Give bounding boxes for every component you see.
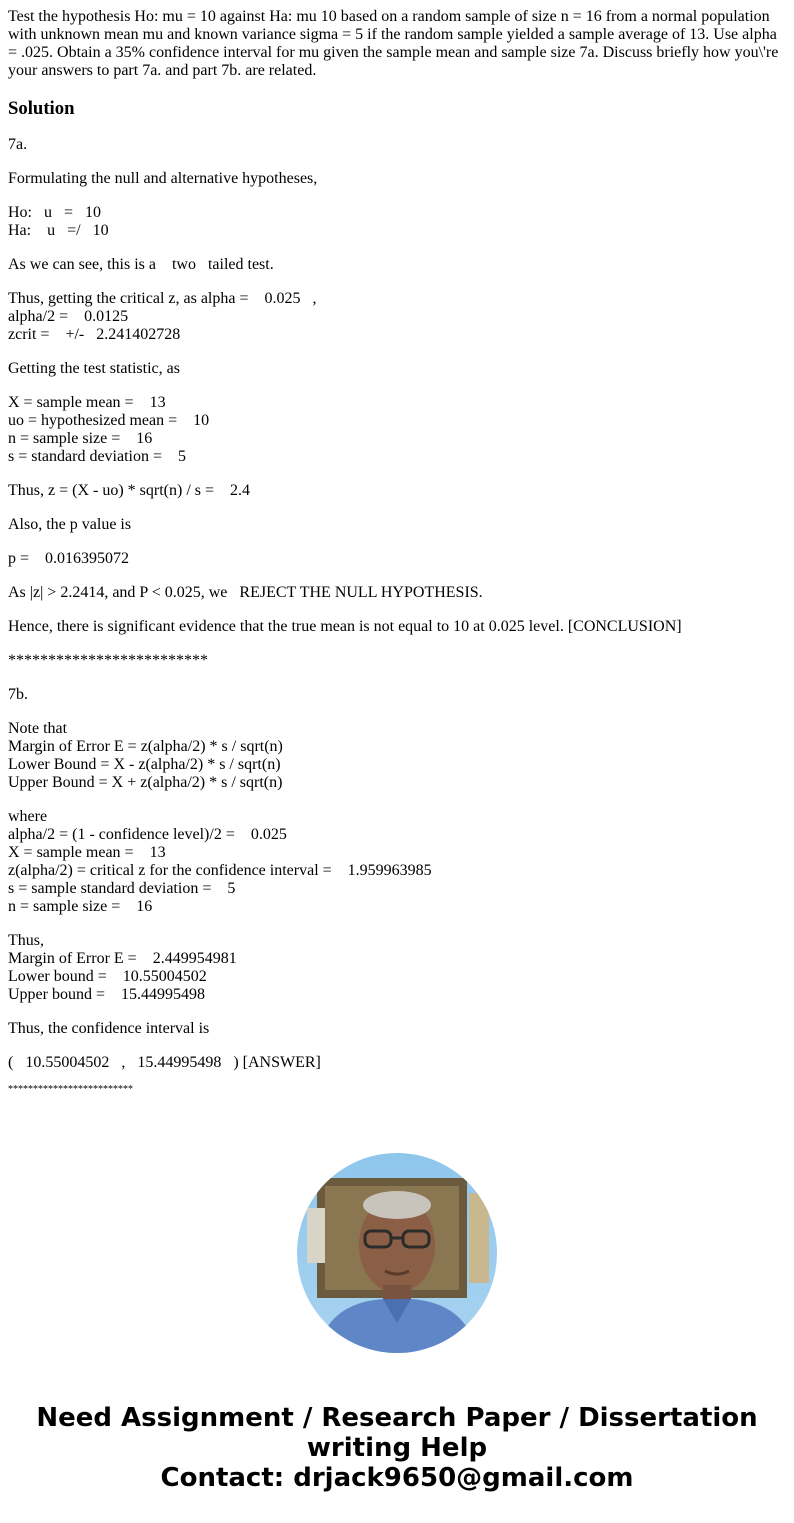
conclusion: Hence, there is significant evidence that the true mean is not equal to 10 at 0.025 level. [CONCLUSION] xyxy=(8,618,682,635)
upper-bound: Upper bound = 15.44995498 xyxy=(8,986,206,1003)
hypothesized-mean: uo = hypothesized mean = 10 xyxy=(8,412,210,429)
document-body xyxy=(8,8,786,1096)
sample-sd-b: s = sample standard deviation = 5 xyxy=(8,880,236,897)
separator-bottom: ************************* xyxy=(8,1084,133,1095)
footer-line-1: Need Assignment / Research Paper / Dissertation xyxy=(36,1403,758,1433)
part-a-label: 7a. xyxy=(8,136,28,153)
footer-line-2: writing Help xyxy=(306,1433,488,1463)
part-b-label: 7b. xyxy=(8,686,28,703)
author-avatar xyxy=(297,1153,497,1353)
sample-mean-b: X = sample mean = 13 xyxy=(8,844,166,861)
sample-mean: X = sample mean = 13 xyxy=(8,394,166,411)
alternative-hypothesis: Ha: u =/ 10 xyxy=(8,222,109,239)
confidence-interval: ( 10.55004502 , 15.44995498 ) [ANSWER] xyxy=(8,1054,321,1071)
part-a xyxy=(8,136,786,636)
critical-alpha: Thus, getting the critical z, as alpha = 0.025 , xyxy=(8,290,317,307)
sample-size-b: n = sample size = 16 xyxy=(8,898,153,915)
thus-label: Thus, xyxy=(8,932,44,949)
lower-bound: Lower bound = 10.55004502 xyxy=(8,968,207,985)
separator: ************************* xyxy=(8,652,208,669)
upper-bound-formula: Upper Bound = X + z(alpha/2) * s / sqrt(n) xyxy=(8,774,283,791)
p-value-intro: Also, the p value is xyxy=(8,516,132,533)
critical-z: zcrit = +/- 2.241402728 xyxy=(8,326,181,343)
p-value: p = 0.016395072 xyxy=(8,550,130,567)
solution-heading: Solution xyxy=(8,98,75,119)
footer-banner xyxy=(0,1403,794,1493)
test-stat-intro: Getting the test statistic, as xyxy=(8,360,180,377)
author-photo-icon xyxy=(297,1153,497,1353)
critical-alpha-half: alpha/2 = 0.0125 xyxy=(8,308,129,325)
ci-intro: Thus, the confidence interval is xyxy=(8,1020,210,1037)
tail-statement: As we can see, this is a two tailed test. xyxy=(8,256,274,273)
margin-of-error: Margin of Error E = 2.449954981 xyxy=(8,950,237,967)
sample-size: n = sample size = 16 xyxy=(8,430,153,447)
hypotheses-intro: Formulating the null and alternative hypotheses, xyxy=(8,170,318,187)
part-b xyxy=(8,686,786,1072)
null-hypothesis: Ho: u = 10 xyxy=(8,204,102,221)
where-label: where xyxy=(8,808,48,825)
question-text: Test the hypothesis Ho: mu = 10 against Ha: mu 10 based on a random sample of size n = 16 from a normal population with unknown mean mu and known variance sigma = 5 if the random sample yielded a sample average of 13. Use alpha = .025. Obtain a 35% confidence interval for mu given the sample mean and sample size 7a. Discuss briefly how you\'re your answers to part 7a. and part 7b. are related. xyxy=(8,8,779,79)
lower-bound-formula: Lower Bound = X - z(alpha/2) * s / sqrt(n) xyxy=(8,756,281,773)
z-statistic: Thus, z = (X - uo) * sqrt(n) / s = 2.4 xyxy=(8,482,251,499)
standard-deviation: s = standard deviation = 5 xyxy=(8,448,187,465)
alpha-half: alpha/2 = (1 - confidence level)/2 = 0.025 xyxy=(8,826,287,843)
footer-contact: Contact: drjack9650@gmail.com xyxy=(160,1463,634,1493)
moe-formula: Margin of Error E = z(alpha/2) * s / sqrt(n) xyxy=(8,738,283,755)
note-that: Note that xyxy=(8,720,68,737)
critical-z-b: z(alpha/2) = critical z for the confidence interval = 1.959963985 xyxy=(8,862,432,879)
decision: As |z| > 2.2414, and P < 0.025, we REJECT THE NULL HYPOTHESIS. xyxy=(8,584,483,601)
